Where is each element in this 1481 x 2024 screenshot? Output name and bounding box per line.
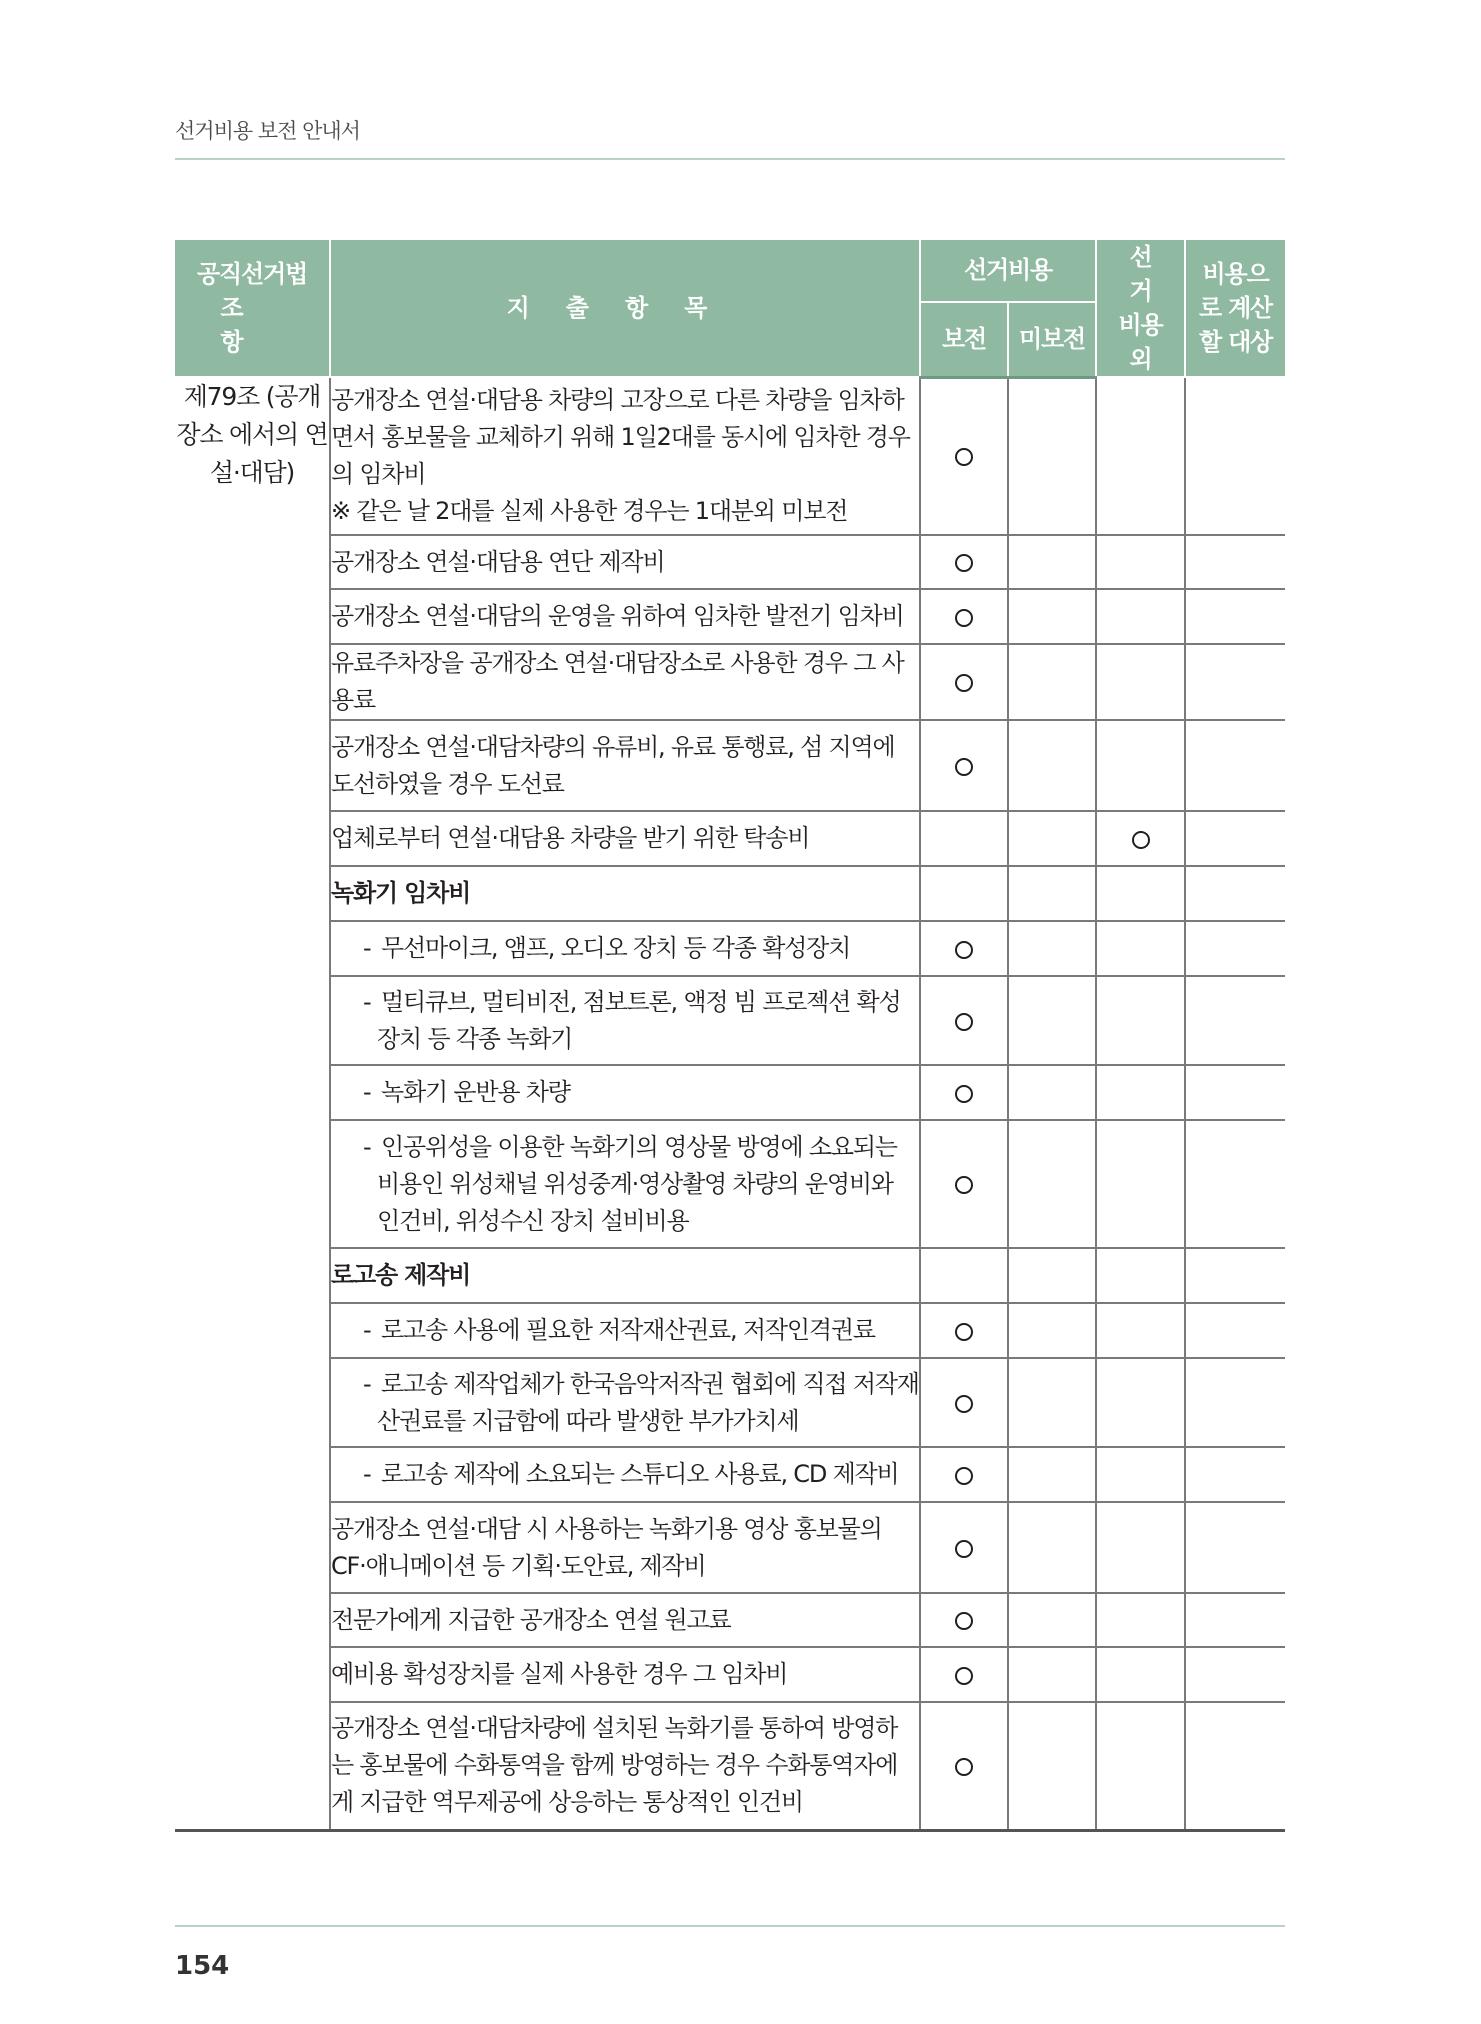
expense-item-note: ※ 같은 날 2대를 실제 사용한 경우는 1대분외 미보전 (331, 497, 848, 525)
reimbursed-cell (920, 1248, 1008, 1303)
col-header-reimbursed: 보전 (920, 302, 1008, 377)
non-election-cost-cell (1096, 1120, 1185, 1248)
non-election-cost-cell (1096, 720, 1185, 811)
expense-item (330, 1303, 920, 1358)
circle-mark-icon (955, 1323, 973, 1341)
reimbursed-cell (920, 720, 1008, 811)
reimbursed-cell (920, 1065, 1008, 1120)
reimbursed-cell (920, 1647, 1008, 1702)
reimbursed-cell (920, 1502, 1008, 1593)
not-reimbursed-cell (1008, 1702, 1096, 1830)
expense-item (330, 1120, 920, 1248)
cost-calc-target-cell (1185, 1065, 1285, 1120)
reimbursed-cell (920, 921, 1008, 976)
dash-bullet: - (363, 934, 371, 962)
cost-calc-target-cell (1185, 976, 1285, 1065)
section-title (330, 1248, 920, 1303)
expense-item-text: 녹화기 임차비 (331, 879, 471, 907)
cost-calc-target-cell (1185, 1358, 1285, 1447)
cost-calc-target-cell (1185, 811, 1285, 866)
table-row (175, 1593, 1285, 1647)
not-reimbursed-cell (1008, 976, 1096, 1065)
reimbursed-cell (920, 1358, 1008, 1447)
table-row (175, 377, 1285, 535)
not-reimbursed-cell (1008, 866, 1096, 921)
reimbursed-cell (920, 535, 1008, 589)
cost-calc-target-cell (1185, 866, 1285, 921)
non-election-cost-cell (1096, 1065, 1185, 1120)
expense-item (330, 811, 920, 866)
non-election-cost-cell (1096, 1702, 1185, 1830)
cost-calc-target-cell (1185, 1593, 1285, 1647)
expense-item-text: 공개장소 연설·대담차량에 설치된 녹화기를 통하여 방영하는 홍보물에 수화통역을 함께 방영하는 경우 수화통역자에게 지급한 역무제공에 상응하는 통상적인 인건비 (331, 1714, 898, 1817)
non-election-cost-cell (1096, 377, 1185, 535)
cost-calc-target-cell (1185, 644, 1285, 720)
circle-mark-icon (955, 1013, 973, 1031)
page-number: 154 (175, 1951, 230, 1981)
expense-item-text: 공개장소 연설·대담 시 사용하는 녹화기용 영상 홍보물의 CF·애니메이션 등 기획·도안료, 제작비 (331, 1514, 882, 1580)
cost-calc-target-cell (1185, 1447, 1285, 1502)
reimbursed-cell (920, 1120, 1008, 1248)
table-row (175, 1702, 1285, 1830)
circle-mark-icon (955, 1176, 973, 1194)
expense-item (330, 1447, 920, 1502)
col-header-law-line2: 조 항 (220, 294, 284, 356)
footer-rule (175, 1925, 1285, 1927)
reimbursed-cell (920, 1702, 1008, 1830)
non-election-cost-cell (1096, 1248, 1185, 1303)
not-reimbursed-cell (1008, 535, 1096, 589)
circle-mark-icon (955, 1085, 973, 1103)
table-row (175, 1447, 1285, 1502)
dash-bullet: - (363, 1132, 371, 1161)
table-body (175, 377, 1285, 1830)
circle-mark-icon (955, 609, 973, 627)
dash-bullet: - (363, 1460, 371, 1488)
cost-calc-target-cell (1185, 1248, 1285, 1303)
circle-mark-icon (955, 1758, 973, 1776)
reimbursed-cell (920, 866, 1008, 921)
table-row (175, 720, 1285, 811)
expense-item-text: 공개장소 연설·대담용 차량의 고장으로 다른 차량을 임차하면서 홍보물을 교체하기 위해 1일2대를 동시에 임차한 경우의 임차비 (331, 386, 910, 488)
table-row (175, 976, 1285, 1065)
cost-calc-target-cell (1185, 1647, 1285, 1702)
circle-mark-icon (955, 1467, 973, 1485)
table-row (175, 589, 1285, 644)
expense-item (330, 589, 920, 644)
non-election-cost-cell (1096, 1447, 1185, 1502)
circle-mark-icon (955, 554, 973, 572)
non-election-cost-cell (1096, 811, 1185, 866)
non-election-cost-cell (1096, 921, 1185, 976)
expense-item-text: 인공위성을 이용한 녹화기의 영상물 방영에 소요되는 비용인 위성채널 위성중계·영상촬영 차량의 운영비와 인건비, 위성수신 장치 설비비용 (377, 1132, 897, 1235)
expense-item (330, 1065, 920, 1120)
expense-item (330, 535, 920, 589)
table-row (175, 866, 1285, 921)
not-reimbursed-cell (1008, 377, 1096, 535)
expense-item (330, 377, 920, 535)
expense-table (175, 238, 1285, 1832)
table-row (175, 1358, 1285, 1447)
not-reimbursed-cell (1008, 1593, 1096, 1647)
table-row (175, 1120, 1285, 1248)
non-election-cost-cell (1096, 976, 1185, 1065)
cost-calc-target-cell (1185, 377, 1285, 535)
col-header-law (175, 239, 330, 377)
dash-bullet: - (363, 1078, 371, 1106)
expense-item-text: 멀티큐브, 멀티비전, 점보트론, 액정 빔 프로젝션 확성장치 등 각종 녹화기 (377, 987, 901, 1053)
expense-item-text: 공개장소 연설·대담차량의 유류비, 유료 통행료, 섬 지역에 도선하였을 경우 도선료 (331, 732, 895, 798)
header-rule (175, 158, 1285, 160)
col-header-not-reimbursed: 미보전 (1008, 302, 1096, 377)
reimbursed-cell (920, 1447, 1008, 1502)
circle-mark-icon (955, 448, 973, 466)
non-election-cost-cell (1096, 644, 1185, 720)
expense-item (330, 1647, 920, 1702)
circle-mark-icon (955, 674, 973, 692)
circle-mark-icon (955, 1540, 973, 1558)
expense-item-text: 로고송 제작업체가 한국음악저작권 협회에 직접 저작재산권료를 지급함에 따라 발생한 부가가치세 (377, 1369, 919, 1435)
not-reimbursed-cell (1008, 1248, 1096, 1303)
non-election-cost-cell (1096, 589, 1185, 644)
cost-calc-target-cell (1185, 535, 1285, 589)
table-row (175, 644, 1285, 720)
table-row (175, 921, 1285, 976)
expense-item-text: 녹화기 운반용 차량 (381, 1078, 570, 1106)
expense-item-text: 유료주차장을 공개장소 연설·대담장소로 사용한 경우 그 사용료 (331, 649, 904, 714)
cost-calc-target-cell (1185, 1303, 1285, 1358)
circle-mark-icon (955, 941, 973, 959)
table-row (175, 1647, 1285, 1702)
expense-item-text: 공개장소 연설·대담의 운영을 위하여 임차한 발전기 임차비 (331, 602, 904, 630)
section-title (330, 866, 920, 921)
expense-item (330, 1502, 920, 1593)
not-reimbursed-cell (1008, 811, 1096, 866)
not-reimbursed-cell (1008, 720, 1096, 811)
circle-mark-icon (955, 1612, 973, 1630)
col-header-non-election-cost: 선 거 비용외 (1096, 239, 1185, 377)
expense-item-text: 전문가에게 지급한 공개장소 연설 원고료 (331, 1605, 731, 1634)
expense-item (330, 1358, 920, 1447)
not-reimbursed-cell (1008, 644, 1096, 720)
reimbursed-cell (920, 811, 1008, 866)
non-election-cost-cell (1096, 866, 1185, 921)
cost-calc-target-cell (1185, 1120, 1285, 1248)
table-row (175, 1248, 1285, 1303)
expense-item-text: 무선마이크, 앰프, 오디오 장치 등 각종 확성장치 (381, 934, 851, 962)
table-row (175, 1303, 1285, 1358)
cost-calc-target-cell (1185, 1702, 1285, 1830)
expense-item-text: 예비용 확성장치를 실제 사용한 경우 그 임차비 (331, 1660, 788, 1688)
expense-item (330, 976, 920, 1065)
expense-item (330, 720, 920, 811)
circle-mark-icon (1132, 831, 1150, 849)
reimbursed-cell (920, 589, 1008, 644)
not-reimbursed-cell (1008, 1358, 1096, 1447)
non-election-cost-cell (1096, 1303, 1185, 1358)
expense-item-text: 업체로부터 연설·대담용 차량을 받기 위한 탁송비 (331, 824, 810, 852)
cost-calc-target-cell (1185, 921, 1285, 976)
non-election-cost-cell (1096, 1358, 1185, 1447)
not-reimbursed-cell (1008, 1065, 1096, 1120)
expense-item (330, 921, 920, 976)
cost-calc-target-cell (1185, 720, 1285, 811)
not-reimbursed-cell (1008, 1502, 1096, 1593)
expense-item-text: 공개장소 연설·대담용 연단 제작비 (331, 547, 665, 576)
dash-bullet: - (363, 1316, 371, 1344)
table-row (175, 1065, 1285, 1120)
circle-mark-icon (955, 1667, 973, 1685)
reimbursed-cell (920, 644, 1008, 720)
non-election-cost-cell (1096, 535, 1185, 589)
circle-mark-icon (955, 758, 973, 776)
reimbursed-cell (920, 1593, 1008, 1647)
expense-item (330, 644, 920, 720)
expense-item-text: 로고송 제작에 소요되는 스튜디오 사용료, CD 제작비 (381, 1460, 899, 1488)
expense-item (330, 1593, 920, 1647)
not-reimbursed-cell (1008, 1303, 1096, 1358)
expense-item (330, 1702, 920, 1830)
table-row (175, 811, 1285, 866)
not-reimbursed-cell (1008, 1447, 1096, 1502)
table-row (175, 1502, 1285, 1593)
reimbursed-cell (920, 1303, 1008, 1358)
expense-item-text: 로고송 제작비 (331, 1261, 471, 1289)
dash-bullet: - (363, 1369, 371, 1398)
cost-calc-target-cell (1185, 589, 1285, 644)
reimbursed-cell (920, 976, 1008, 1065)
col-header-election-cost: 선거비용 (920, 239, 1096, 302)
not-reimbursed-cell (1008, 1647, 1096, 1702)
non-election-cost-cell (1096, 1647, 1185, 1702)
non-election-cost-cell (1096, 1502, 1185, 1593)
reimbursed-cell (920, 377, 1008, 535)
law-article-cell: 제79조 (공개장소 에서의 연설·대담) (175, 377, 330, 1830)
cost-calc-target-cell (1185, 1502, 1285, 1593)
col-header-law-line1: 공직선거법 (197, 260, 307, 288)
circle-mark-icon (955, 1395, 973, 1413)
running-header: 선거비용 보전 안내서 (175, 119, 360, 143)
dash-bullet: - (363, 987, 371, 1016)
expense-item-text: 로고송 사용에 필요한 저작재산권료, 저작인격권료 (381, 1316, 875, 1344)
not-reimbursed-cell (1008, 1120, 1096, 1248)
non-election-cost-cell (1096, 1593, 1185, 1647)
col-header-cost-calc-target: 비용으로 계산할 대상 (1185, 239, 1285, 377)
col-header-item: 지출항목 (330, 239, 920, 377)
not-reimbursed-cell (1008, 589, 1096, 644)
table-row (175, 535, 1285, 589)
not-reimbursed-cell (1008, 921, 1096, 976)
